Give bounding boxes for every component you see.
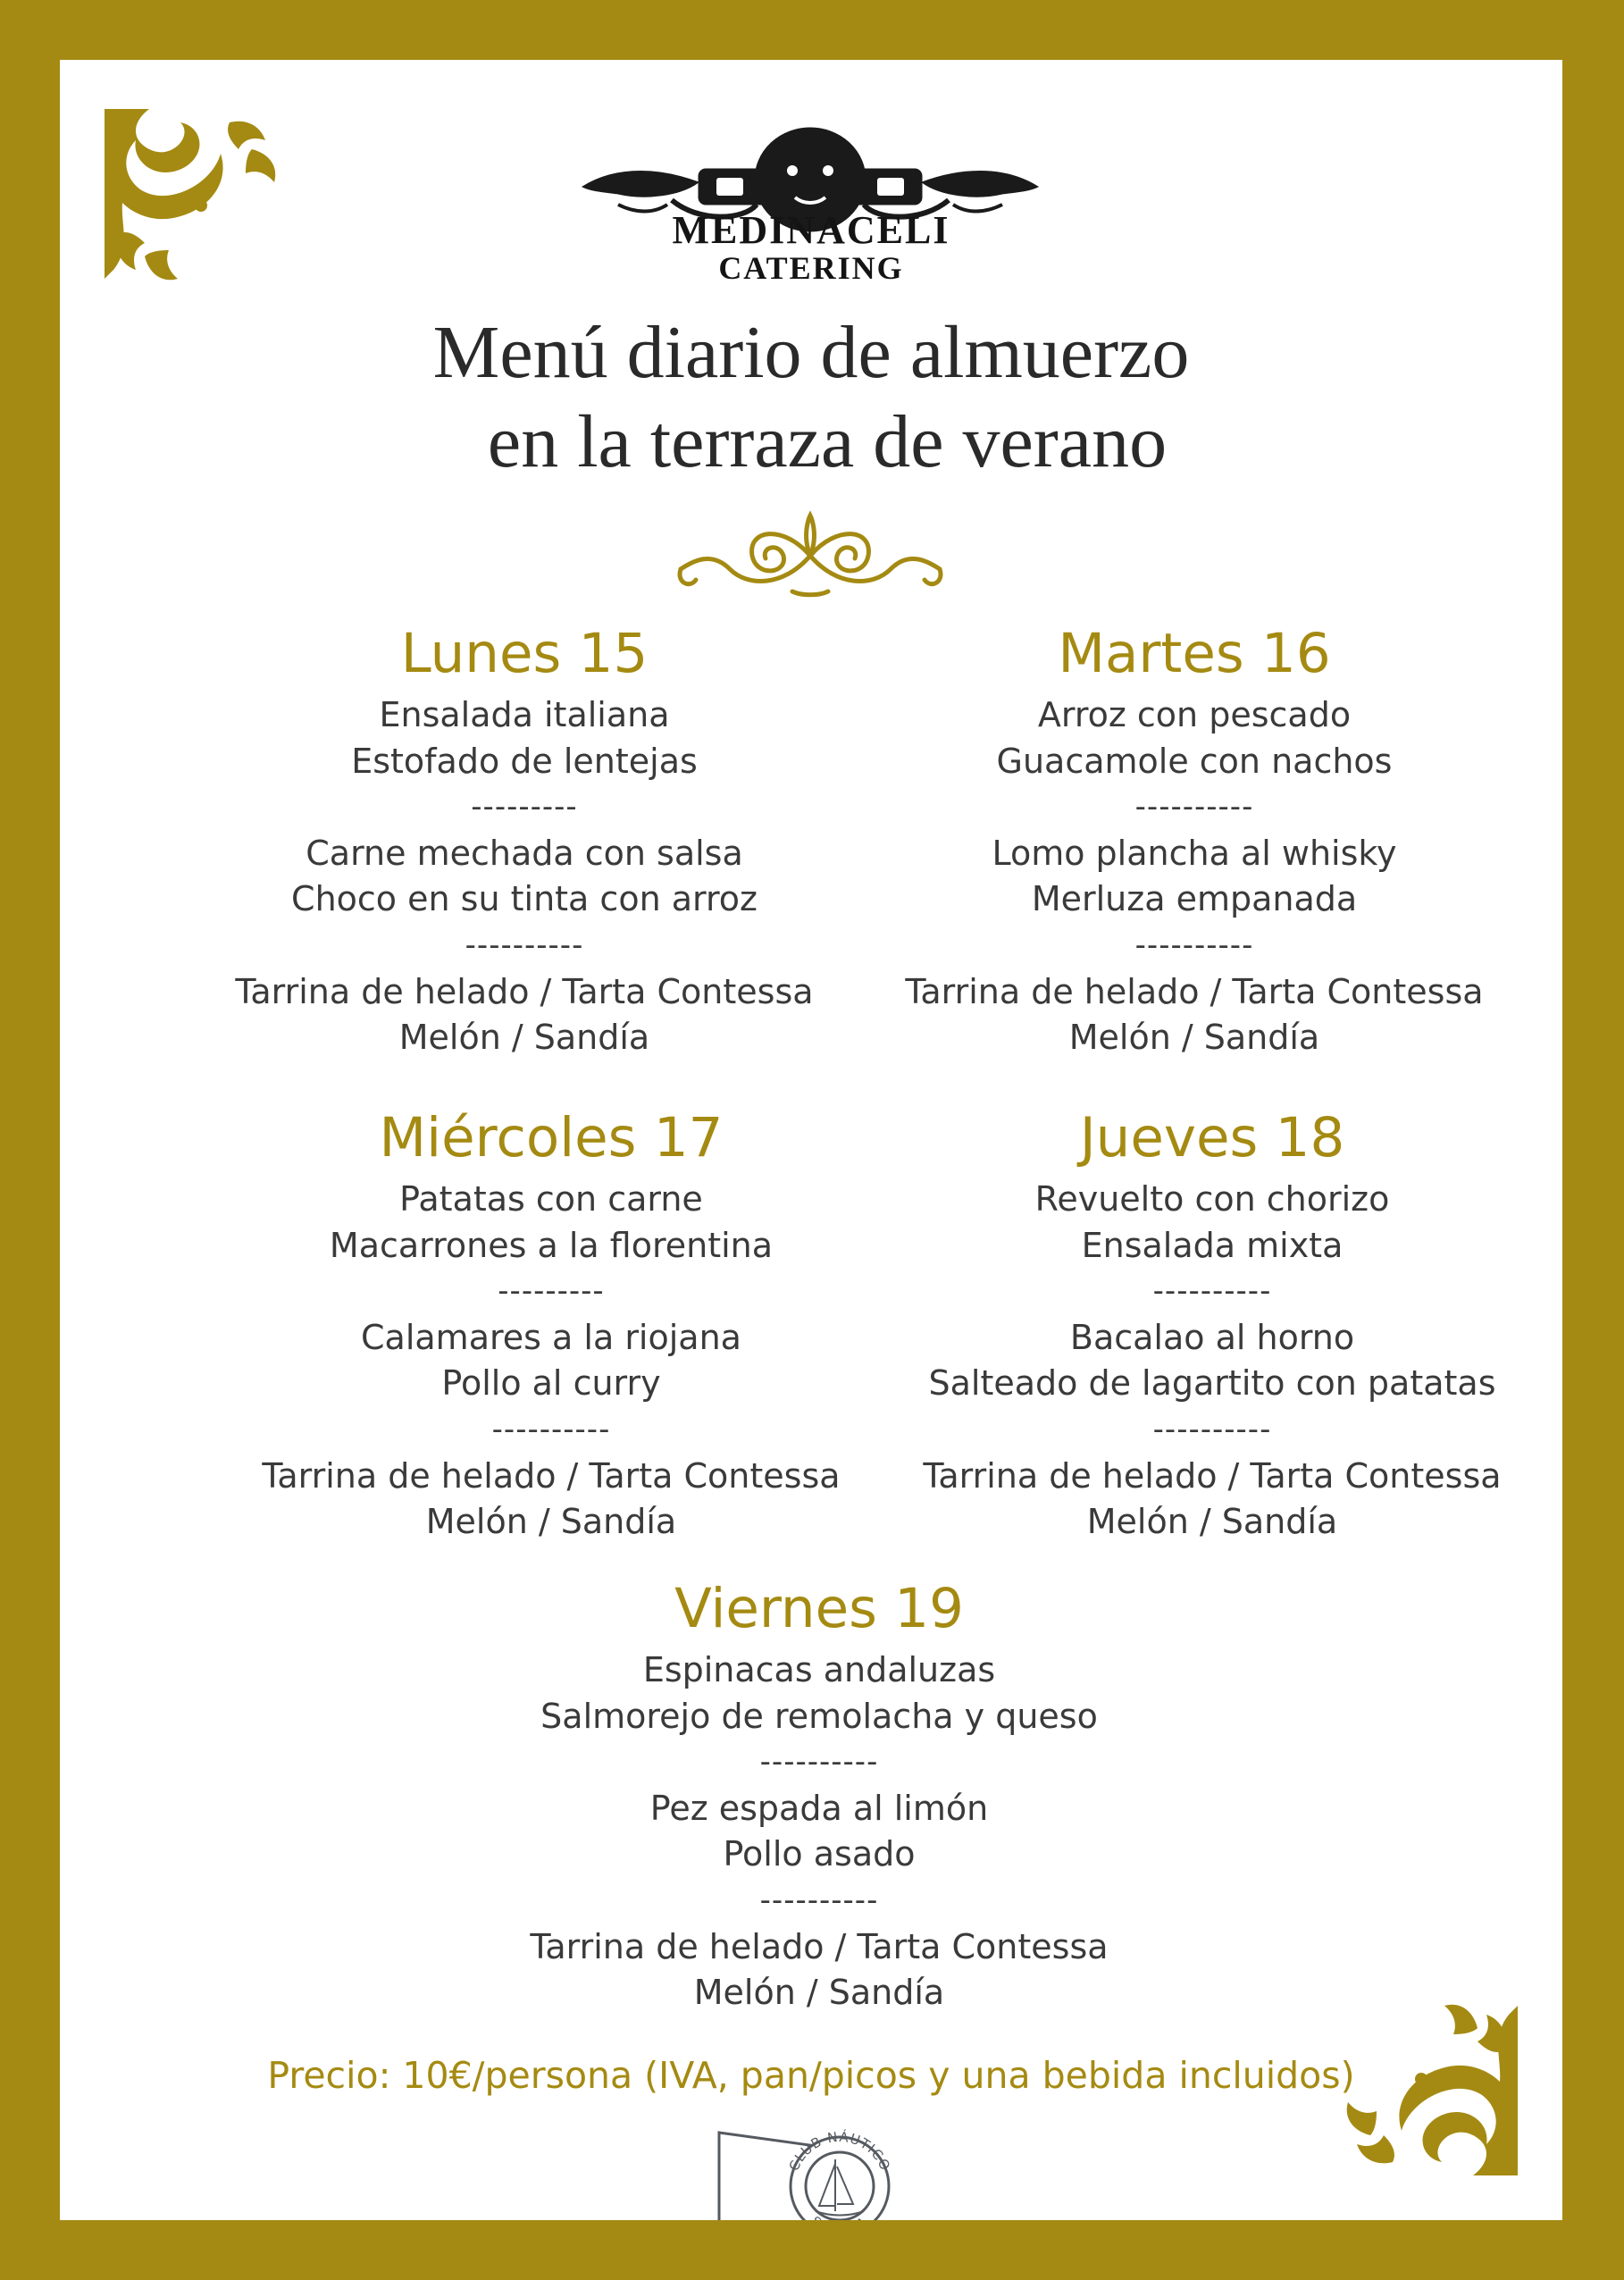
club-name-top: CLUB NÁUTICO [785, 2128, 894, 2174]
menu-page [60, 60, 1562, 2238]
dish: Pollo asado [723, 1834, 916, 1874]
separator: ---------- [1134, 926, 1254, 963]
separator: ---------- [1152, 1411, 1272, 1447]
dish: Patatas con carne [399, 1179, 703, 1219]
dish: Guacamole con nachos [996, 741, 1393, 781]
dish: Estofado de lentejas [351, 741, 698, 781]
club-name-bottom: SEVILLA [808, 2214, 871, 2238]
day-title: Jueves 18 [1079, 1106, 1345, 1169]
day-title: Martes 16 [1058, 622, 1331, 685]
day-menu-lunes [221, 621, 828, 1061]
separator: ---------- [1152, 1273, 1272, 1310]
page-title-line2: en la terraza de verano [487, 400, 1168, 483]
day-title: Lunes 15 [400, 622, 649, 685]
separator: ---------- [491, 1411, 611, 1447]
flourish-divider-icon [667, 507, 953, 609]
separator: ---------- [759, 1744, 879, 1781]
dish: Pez espada al limón [649, 1788, 989, 1828]
brand-name: MEDINACELI [672, 208, 950, 252]
day-menu-viernes [498, 1576, 1141, 2016]
dish: Carne mechada con salsa [306, 833, 743, 873]
separator: ---------- [1134, 789, 1254, 826]
day-menu-jueves [900, 1105, 1525, 1546]
day-menu-martes [891, 621, 1498, 1061]
day-title: Miércoles 17 [379, 1106, 724, 1169]
dish: Macarrones a la florentina [329, 1225, 774, 1265]
dish: Lomo plancha al whisky [992, 833, 1397, 873]
separator: ---------- [759, 1882, 879, 1918]
day-menu-miercoles [239, 1105, 864, 1546]
dish: Ensalada mixta [1081, 1225, 1344, 1265]
dish: Calamares a la riojana [361, 1317, 741, 1357]
dessert: Melón / Sandía [398, 1018, 650, 1058]
separator: ---------- [465, 926, 584, 963]
dessert: Tarrina de helado / Tarta Contessa [923, 1455, 1502, 1496]
dish: Arroz con pescado [1037, 695, 1352, 734]
club-nautico-logo [701, 2115, 933, 2238]
dessert: Melón / Sandía [425, 1502, 677, 1542]
day-title: Viernes 19 [674, 1577, 964, 1640]
dessert: Tarrina de helado / Tarta Contessa [905, 971, 1484, 1011]
dish: Pollo al curry [441, 1363, 661, 1404]
dessert: Tarrina de helado / Tarta Contessa [530, 1926, 1109, 1966]
dessert: Melón / Sandía [1086, 1502, 1338, 1542]
dish: Revuelto con chorizo [1034, 1179, 1390, 1219]
dessert: Melón / Sandía [693, 1973, 945, 2013]
dish: Merluza empanada [1031, 879, 1358, 919]
separator: --------- [498, 1273, 605, 1310]
dish: Espinacas andaluzas [642, 1650, 996, 1689]
dessert: Melón / Sandía [1068, 1018, 1320, 1058]
dish: Choco en su tinta con arroz [291, 879, 758, 919]
brand-subtitle: CATERING [718, 250, 904, 286]
separator: --------- [471, 789, 578, 826]
dish: Salteado de lagartito con patatas [928, 1363, 1496, 1404]
dish: Bacalao al horno [1069, 1317, 1355, 1357]
page-title-line1: Menú diario de almuerzo [432, 311, 1190, 394]
dish: Ensalada italiana [379, 695, 670, 734]
dish: Salmorejo de remolacha y queso [540, 1696, 1098, 1736]
price-info: Precio: 10€/persona (IVA, pan/picos y una bebida incluidos) [267, 2054, 1355, 2097]
dessert: Tarrina de helado / Tarta Contessa [235, 971, 814, 1011]
dessert: Tarrina de helado / Tarta Contessa [262, 1455, 841, 1496]
